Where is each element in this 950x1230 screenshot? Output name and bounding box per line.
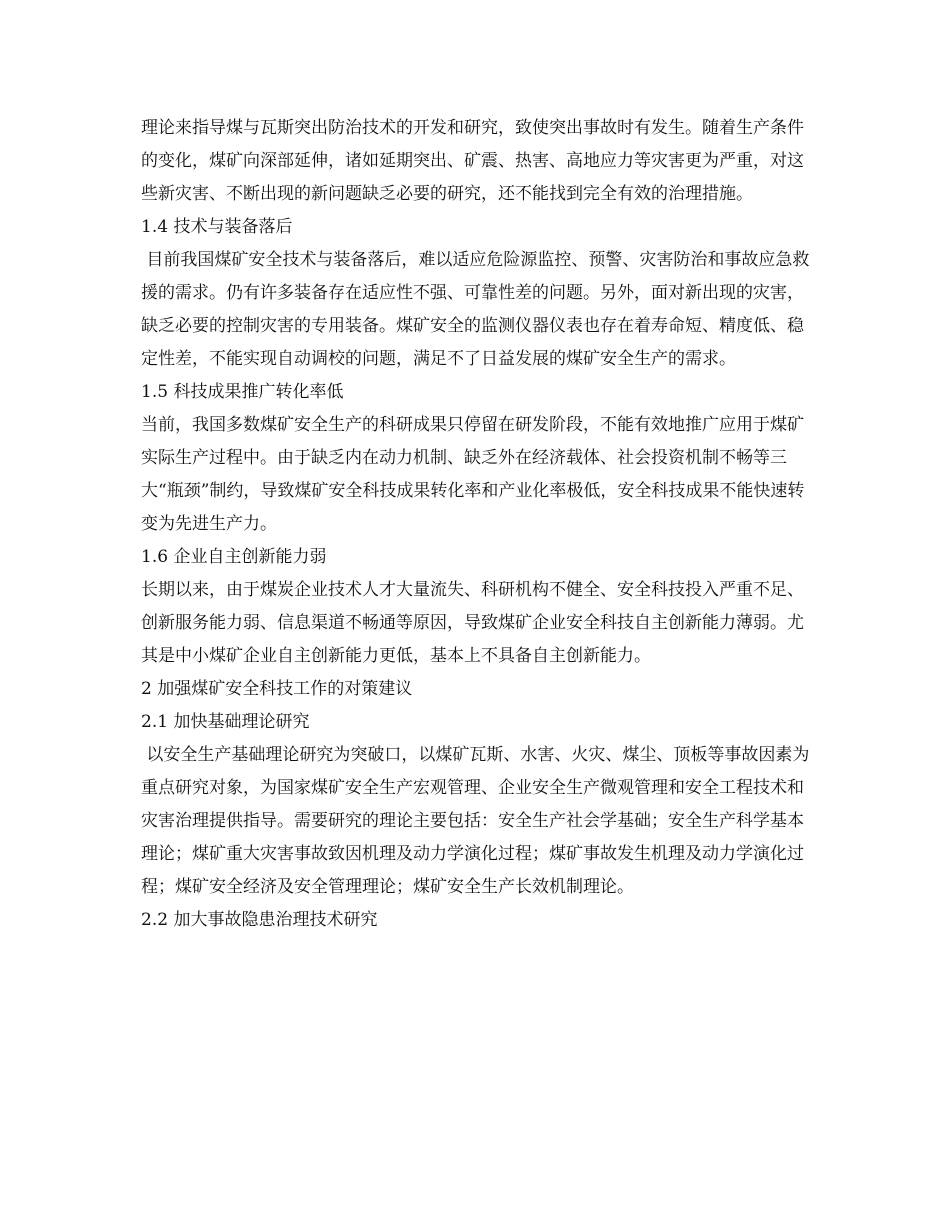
section-heading-1-4: 1.4 技术与装备落后 (141, 217, 293, 237)
paragraph-1-6: 长期以来，由于煤炭企业技术人才大量流失、科研机构不健全、安全科技投入严重不足、创新服务能力弱、信息渠道不畅通等原因，导致煤矿企业安全科技自主创新能力薄弱。尤其是中小煤矿企业自主创新能力更低，基本上不具备自主创新能力。 (141, 580, 804, 666)
section-heading-1-5: 1.5 科技成果推广转化率低 (141, 382, 344, 402)
paragraph-2-1: 以安全生产基础理论研究为突破口，以煤矿瓦斯、水害、火灾、煤尘、顶板等事故因素为重点研究对象，为国家煤矿安全生产宏观管理、企业安全生产微观管理和安全工程技术和灾害治理提供指导。需要研究的理论主要包括：安全生产社会学基础；安全生产科学基本理论；煤矿重大灾害事故致因机理及动力学演化过程；煤矿事故发生机理及动力学演化过程；煤矿安全经济及安全管理理论；煤矿安全生产长效机制理论。 (141, 745, 810, 897)
section-heading-1-6: 1.6 企业自主创新能力弱 (141, 547, 327, 567)
section-heading-2-2: 2.2 加大事故隐患治理技术研究 (141, 910, 378, 930)
paragraph-1: 理论来指导煤与瓦斯突出防治技术的开发和研究，致使突出事故时有发生。随着生产条件的变化，煤矿向深部延伸，诸如延期突出、矿震、热害、高地应力等灾害更为严重，对这些新灾害、不断出现的新问题缺乏必要的研究，还不能找到完全有效的治理措施。 (141, 118, 804, 204)
section-heading-2: 2 加强煤矿安全科技工作的对策建议 (141, 679, 413, 699)
paragraph-1-5: 当前，我国多数煤矿安全生产的科研成果只停留在研发阶段，不能有效地推广应用于煤矿实际生产过程中。由于缺乏内在动力机制、缺乏外在经济载体、社会投资机制不畅等三大“瓶颈”制约，导致煤矿安全科技成果转化率和产业化率极低，安全科技成果不能快速转变为先进生产力。 (141, 415, 805, 534)
paragraph-1-4: 目前我国煤矿安全技术与装备落后，难以适应危险源监控、预警、灾害防治和事故应急救援的需求。仍有许多装备存在适应性不强、可靠性差的问题。另外，面对新出现的灾害，缺乏必要的控制灾害的专用装备。煤矿安全的监测仪器仪表也存在着寿命短、精度低、稳定性差，不能实现自动调校的问题，满足不了日益发展的煤矿安全生产的需求。 (141, 250, 810, 369)
section-heading-2-1: 2.1 加快基础理论研究 (141, 712, 310, 732)
document-page (141, 112, 813, 937)
